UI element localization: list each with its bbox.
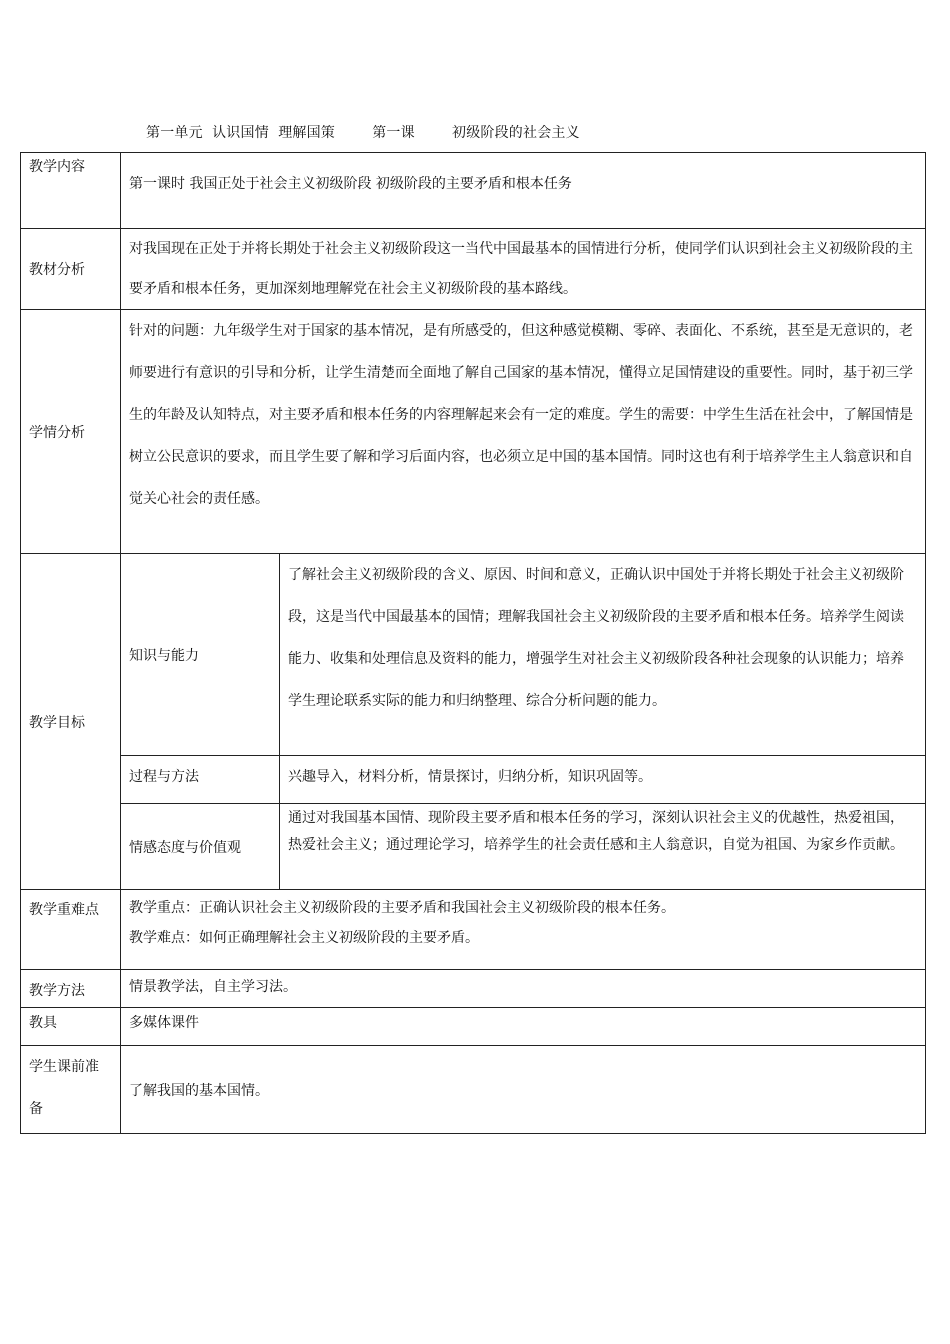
value-material-analysis: 对我国现在正处于并将长期处于社会主义初级阶段这一当代中国最基本的国情进行分析，使同学们认识到社会主义初级阶段的主要矛盾和根本任务，更加深刻地理解党在社会主义初级阶段的基本路线。: [121, 229, 926, 310]
value-emotion-values: 通过对我国基本国情、现阶段主要矛盾和根本任务的学习，深刻认识社会主义的优越性，热爱祖国，热爱社会主义；通过理论学习，培养学生的社会责任感和主人翁意识，自觉为祖国、为家乡作贡献。: [280, 804, 926, 890]
row-student-preparation: [21, 1046, 926, 1134]
lesson-plan-table: [20, 152, 926, 1134]
value-teaching-content: 第一课时 我国正处于社会主义初级阶段 初级阶段的主要矛盾和根本任务: [121, 153, 926, 229]
row-material-analysis: [21, 229, 926, 310]
label-key-difficult-points: 教学重难点: [21, 890, 121, 970]
label-material-analysis: 教材分析: [21, 229, 121, 310]
value-student-analysis: 针对的问题：九年级学生对于国家的基本情况，是有所感受的，但这种感觉模糊、零碎、表面化、不系统，甚至是无意识的，老师要进行有意识的引导和分析，让学生清楚而全面地了解自己国家的基本情况，懂得立足国情建设的重要性。同时，基于初三学生的年龄及认知特点，对主要矛盾和根本任务的内容理解起来会有一定的难度。学生的需要：中学生生活在社会中，了解国情是树立公民意识的要求，而且学生要了解和学习后面内容，也必须立足中国的基本国情。同时这也有利于培养学生主人翁意识和自觉关心社会的责任感。: [121, 310, 926, 554]
value-teaching-tools: 多媒体课件: [121, 1008, 926, 1046]
label-teaching-objectives: 教学目标: [21, 554, 121, 890]
difficult-point-text: 教学难点：如何正确理解社会主义初级阶段的主要矛盾。: [129, 930, 479, 946]
label-teaching-method: 教学方法: [21, 970, 121, 1008]
value-knowledge-ability: 了解社会主义初级阶段的含义、原因、时间和意义，正确认识中国处于并将长期处于社会主义初级阶段，这是当代中国最基本的国情；理解我国社会主义初级阶段的主要矛盾和根本任务。培养学生阅读能力、收集和处理信息及资料的能力，增强学生对社会主义初级阶段各种社会现象的认识能力；培养学生理论联系实际的能力和归纳整理、综合分析问题的能力。: [280, 554, 926, 756]
label-knowledge-ability: 知识与能力: [121, 554, 280, 756]
row-teaching-method: [21, 970, 926, 1008]
label-teaching-content: 教学内容: [21, 153, 121, 229]
label-emotion-values: 情感态度与价值观: [121, 804, 280, 890]
label-student-analysis: 学情分析: [21, 310, 121, 554]
key-point-text: 教学重点：正确认识社会主义初级阶段的主要矛盾和我国社会主义初级阶段的根本任务。: [129, 900, 675, 916]
row-objective-process: [21, 756, 926, 804]
row-objective-emotion: [21, 804, 926, 890]
label-teaching-tools: 教具: [21, 1008, 121, 1046]
row-teaching-content: [21, 153, 926, 229]
row-objective-knowledge: [21, 554, 926, 756]
label-process-method: 过程与方法: [121, 756, 280, 804]
row-key-difficult-points: [21, 890, 926, 970]
value-teaching-method: 情景教学法，自主学习法。: [121, 970, 926, 1008]
value-key-difficult-points: [121, 890, 926, 970]
row-teaching-tools: [21, 1008, 926, 1046]
value-student-preparation: 了解我国的基本国情。: [121, 1046, 926, 1134]
row-student-analysis: [21, 310, 926, 554]
value-process-method: 兴趣导入，材料分析，情景探讨，归纳分析，知识巩固等。: [280, 756, 926, 804]
label-student-preparation: 学生课前准备: [21, 1046, 121, 1134]
document-title: 第一单元 认识国情 理解国策 第一课 初级阶段的社会主义: [146, 125, 580, 141]
